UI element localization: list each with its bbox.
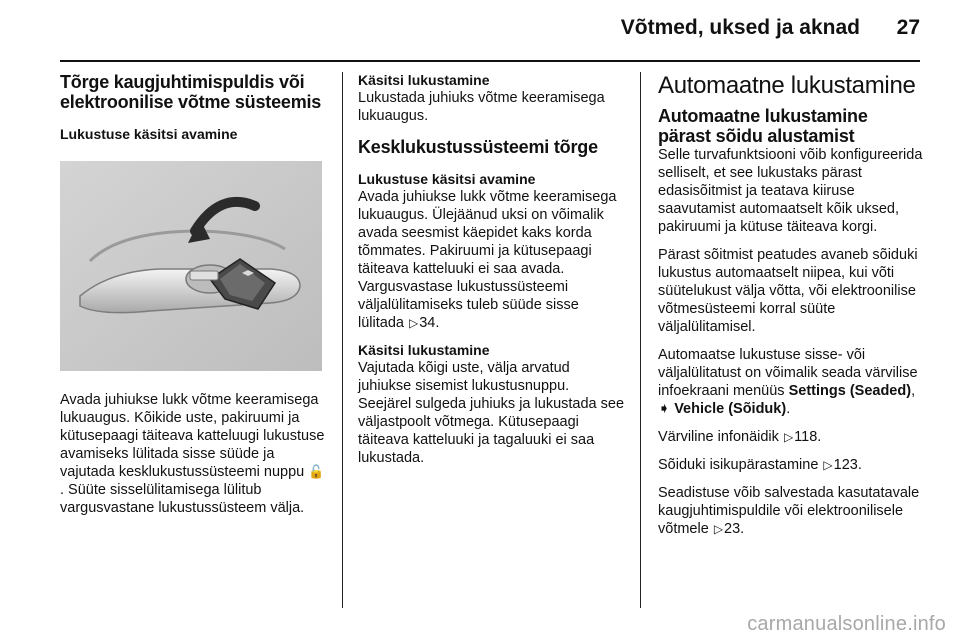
column-divider (640, 72, 641, 608)
menu-item-settings: Settings (Seaded) (788, 383, 912, 399)
body-paragraph (658, 456, 924, 474)
subheading: Käsitsi lukustamine (358, 72, 490, 88)
paragraph-text: Avada juhiukse lukk võtme keeramisega lukuaugus. Kõikide uste, pakiruumi ja kütusepaagi täiteava katteluugi lukustuse avamiseks lülitada sisse süüde ja vajutada kesklukustussüsteemi nuppu (60, 392, 325, 480)
page-ref-link[interactable]: 34. (419, 315, 440, 331)
body-paragraph: Pärast sõitmist peatudes avaneb sõiduki lukustus automaatselt niipea, kui võti süütelukust välja võtta, või elektroonilise võtmesüsteemi korral süüte väljalülitamisel. (658, 247, 918, 335)
body-paragraph (658, 346, 924, 418)
subheading: Lukustuse käsitsi avamine (358, 171, 536, 187)
separator: , (911, 383, 916, 399)
punctuation: . (786, 401, 791, 417)
section-heading: Kesklukustussüsteemi tõrge (358, 137, 598, 157)
page-ref-link[interactable]: 23. (724, 521, 745, 537)
body-paragraph (658, 484, 924, 538)
column-2 (358, 72, 626, 467)
body-paragraph (60, 391, 328, 517)
paragraph-text: Avada juhiukse lukk võtme keeramisega lukuaugus. Ülejäänud uksi on võimalik avada seesmist käepidet kaks korda tõmmates. Pakiruumi ja kütusepaagi täiteava katteluuki ei saa avada. Vargusvastase lukustussüsteemi väljalülitamiseks tuleb süüde sisse lülitada (358, 189, 617, 331)
subheading: Lukustuse käsitsi avamine (60, 126, 238, 142)
page-header (0, 0, 960, 48)
body-paragraph (358, 188, 626, 332)
paragraph-text: Sõiduki isikupärastamine (658, 457, 819, 473)
body-paragraph: Selle turvafunktsiooni võib konfigureerida selliselt, et see lukustaks pärast edasisõitmist ja teatava kiiruse saavutamist automaatselt kõik uksed, pakiruumi ja kütuse täiteava korgi. (658, 147, 923, 235)
menu-arrow-icon: ➧ (658, 401, 671, 417)
paragraph-text: Automaatse lukustuse sisse- või väljalülitatust on võimalik seada värvilise infoekraani menüüs (658, 347, 918, 399)
page-ref-link[interactable]: 123. (833, 457, 862, 473)
column-3 (658, 72, 924, 538)
paragraph-text: Seadistuse võib salvestada kasutatavale kaugjuhtimispuldile või elektroonilisele võtmele (658, 485, 920, 537)
body-paragraph: Lukustada juhiuks võtme keeramisega lukuaugus. (358, 90, 605, 124)
page-ref-arrow-icon: ▷ (713, 522, 724, 536)
paragraph-text: Värviline infonäidik (658, 429, 779, 445)
column-1 (60, 72, 328, 517)
page-ref-arrow-icon: ▷ (408, 316, 419, 330)
page-ref-link[interactable]: 118. (794, 429, 822, 445)
page-ref-arrow-icon: ▷ (823, 458, 833, 472)
door-handle-key-illustration (60, 161, 322, 371)
body-paragraph (658, 428, 924, 446)
unlock-icon: 🔓 (308, 464, 325, 479)
menu-item-vehicle: Vehicle (Sõiduk) (674, 401, 787, 417)
column-divider (342, 72, 343, 608)
chapter-title: Võtmed, uksed ja aknad (620, 16, 860, 39)
section-heading: Automaatne lukustamine (658, 72, 916, 99)
header-rule (60, 60, 920, 62)
section-heading: Tõrge kaugjuhtimispuldis või elektroonilise võtme süsteemis (60, 72, 322, 112)
page-ref-arrow-icon: ▷ (783, 430, 794, 444)
page-number: 27 (896, 16, 920, 39)
subheading: Automaatne lukustamine pärast sõidu alustamist (658, 106, 868, 146)
body-paragraph: Vajutada kõigi uste, välja arvatud juhiukse sisemist lukustusnuppu. Seejärel sulgeda juhiuks ja lukustada see väljastpoolt võtmega. Kütusepaagi täiteava katteluuki ja tagaluuki ei saa lukustada. (358, 360, 625, 466)
paragraph-text: . Süüte sisselülitamisega lülitub vargusvastane lukustussüsteem välja. (60, 482, 305, 516)
subheading: Käsitsi lukustamine (358, 342, 490, 358)
watermark: carmanualsonline.info (747, 613, 946, 635)
